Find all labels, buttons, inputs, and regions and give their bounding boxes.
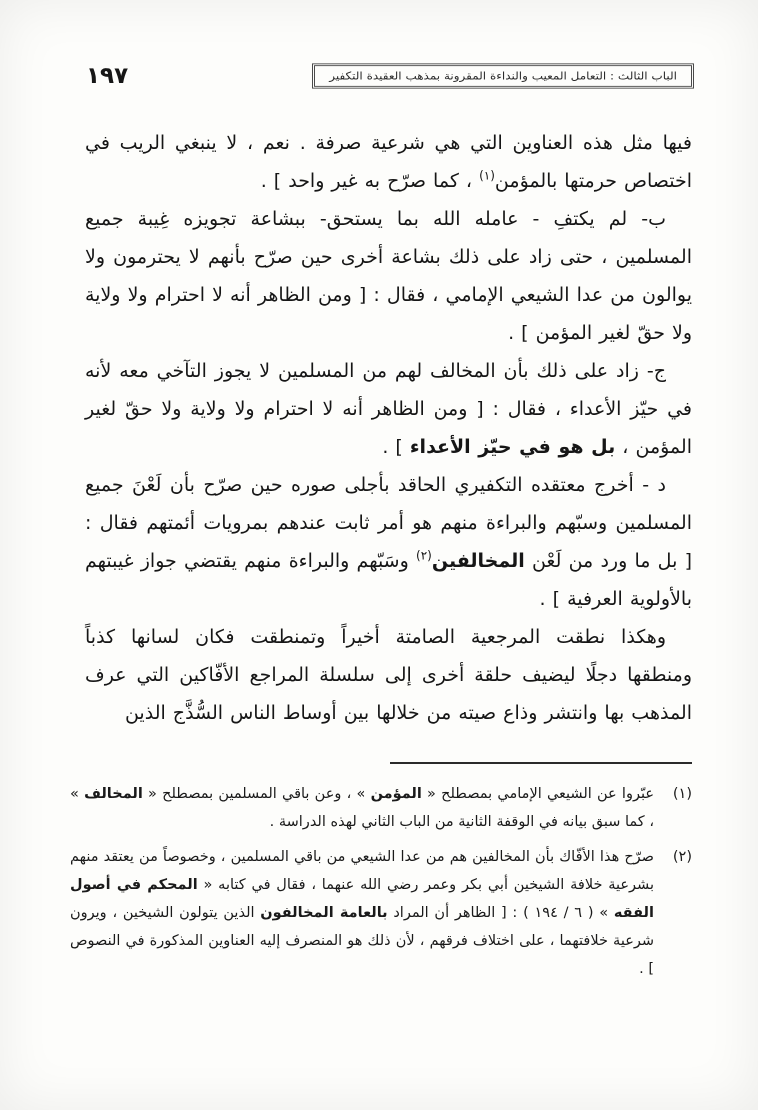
footnote-ref: (٢) — [416, 548, 432, 563]
footnote-ref: (١) — [479, 168, 495, 183]
text-run: د - أخرج معتقده التكفيري الحاقد بأجلى صوره حين صرّح بأن لَعْنَ جميع المسلمين وسبّهم والبراءة منهم هو أمر ثابت عندهم بمرويات أئمتهم فقال : [ بل ما ورد من لَعْن — [85, 474, 692, 572]
text-run: » ، كما سبق بيانه في الوقفة الثانية من الباب الثاني لهذه الدراسة . — [70, 786, 654, 830]
paragraph — [85, 466, 692, 618]
footnote — [70, 780, 692, 836]
paragraph — [85, 618, 692, 732]
text-run: فيها مثل هذه العناوين التي هي شرعية صرفة . نعم ، لا ينبغي الريب في اختصاص حرمتها بالمؤمن — [85, 132, 692, 192]
page-header — [0, 0, 758, 90]
body-text — [85, 124, 692, 732]
footnote-separator — [390, 762, 692, 764]
bold-text: المحكم في أصول الفقه — [70, 877, 654, 921]
footnotes-section — [70, 780, 692, 983]
bold-text: بالعامة المخالفون — [260, 905, 388, 921]
chapter-title-frame — [312, 63, 694, 88]
text-run: » ( ٦ / ١٩٤ ) : [ الظاهر أن المراد — [387, 905, 614, 921]
text-run: الذين يتولون الشيخين ، ويرون شرعية خلافتهما ، على اختلاف فرقهم ، لأن ذلك هو المنصرف إليه العناوين المذكورة في النصوص ] . — [70, 905, 654, 977]
paragraph — [85, 124, 692, 200]
footnote-marker: (١) — [672, 786, 692, 802]
text-run: وسَبّهم والبراءة منهم يقتضي جواز غيبتهم بالأولوية العرفية ] . — [85, 550, 692, 610]
text-run: ج- زاد على ذلك بأن المخالف لهم من المسلمين لا يجوز التآخي معه لأنه في حيّز الأعداء ، فقال : [ ومن الظاهر أنه لا احترام ولا ولاية ولا حقّ لغير المؤمن ، — [85, 360, 692, 458]
text-run: وهكذا نطقت المرجعية الصامتة أخيراً وتمنطقت فكان لسانها كذباً ومنطقها دجلًا ليضيف حلقة أخرى إلى سلسلة المراجع الأفّاكين التي عرف المذهب بها وانتشر وذاع صيته من خلالها بين أوساط الناس السُّذَّج الذين — [85, 626, 692, 724]
footnote-marker: (٢) — [672, 849, 692, 865]
chapter-title: الباب الثالث : التعامل المعيب والنداءة المقرونة بمذهب العقيدة التكفير — [329, 69, 677, 83]
text-run: ، كما صرّح به غير واحد ] . — [260, 170, 480, 192]
text-run: عبّروا عن الشيعي الإمامي بمصطلح « — [421, 786, 654, 802]
footnote-text — [70, 786, 654, 830]
footnote-text — [70, 849, 654, 977]
text-run: ب- لم يكتفِ - عامله الله بما يستحق- ببشاعة تجويزه غِيبة جميع المسلمين ، حتى زاد على ذلك بشاعة أخرى حين صرّح بأنهم لا يحترمون ولا يوالون من عدا الشيعي الإمامي ، فقال : [ ومن الظاهر أنه لا احترام ولا ولاية ولا حقّ لغير المؤمن ] . — [85, 208, 692, 344]
text-run: » ، وعن باقي المسلمين بمصطلح « — [142, 786, 371, 802]
bold-text: المخالف — [84, 786, 143, 802]
bold-text: بل هو في حيّز الأعداء — [409, 436, 616, 458]
paragraph — [85, 352, 692, 466]
bold-text: المؤمن — [370, 786, 422, 802]
bold-text: المخالفين — [431, 550, 525, 572]
footnote — [70, 843, 692, 983]
text-run: صرّح هذا الأفّاك بأن المخالفين هم من عدا الشيعي من باقي المسلمين ، وخصوصاً من يعتقد منهم بشرعية خلافة الشيخين أبي بكر وعمر رضي الله عنهما ، فقال في كتابه « — [70, 849, 655, 893]
paragraph — [85, 200, 692, 352]
page-number: ١٩٧ — [86, 63, 129, 89]
text-run: ] . — [382, 436, 410, 458]
